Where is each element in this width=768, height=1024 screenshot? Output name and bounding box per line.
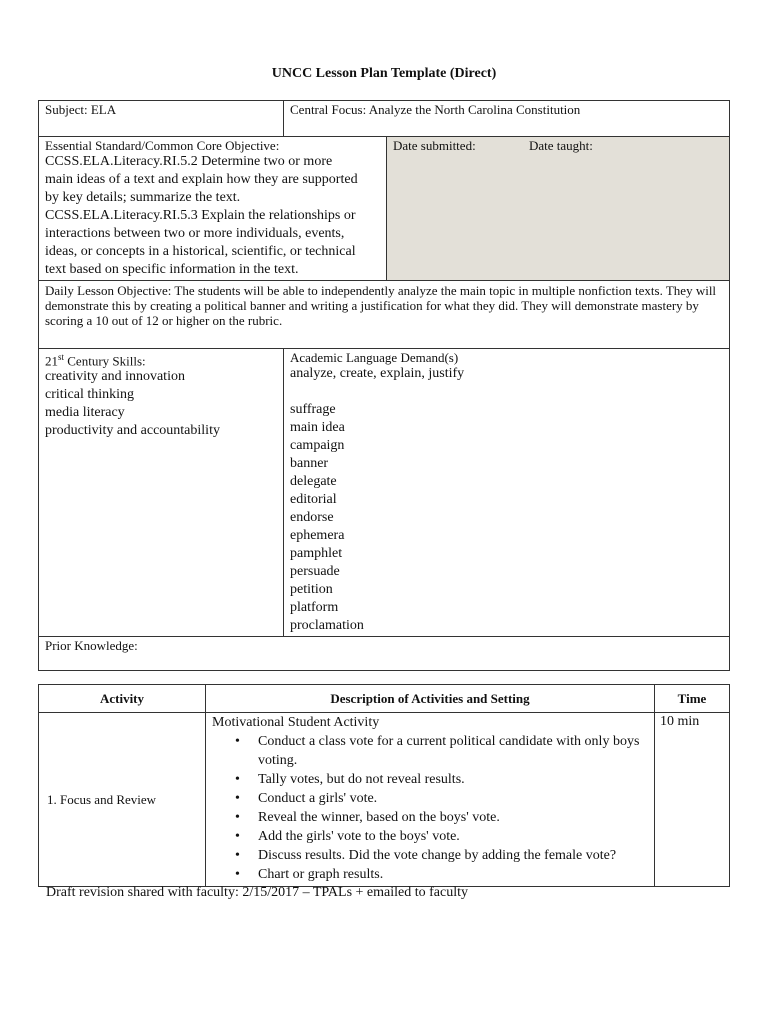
activity-bullet: • Chart or graph results. <box>258 865 648 884</box>
vocabulary-item: endorse <box>290 510 334 525</box>
central-focus-text: Central Focus: Analyze the North Carolina Constitution <box>290 102 581 117</box>
activity-bullet: • Conduct a class vote for a current political candidate with only boys voting. <box>258 732 648 770</box>
vocabulary-item: ephemera <box>290 528 345 543</box>
skill-item: creativity and innovation <box>45 369 185 385</box>
activity-time-cell <box>655 713 730 887</box>
vocabulary-item: delegate <box>290 474 337 489</box>
central-focus-cell <box>284 101 730 137</box>
skill-item: media literacy <box>45 405 125 421</box>
activity-name: 1. Focus and Review <box>47 791 157 807</box>
vocabulary-item: platform <box>290 600 339 615</box>
activity-time: 10 min <box>660 714 700 729</box>
activity-bullet: • Discuss results. Did the vote change by adding the female vote? <box>258 846 648 865</box>
dates-cell <box>387 137 730 281</box>
essential-standard-line: CCSS.ELA.Literacy.RI.5.2 Determine two or more <box>45 154 333 169</box>
spacer <box>290 383 723 401</box>
vocabulary-item: main idea <box>290 420 345 435</box>
document-title: UNCC Lesson Plan Template (Direct) <box>271 66 497 81</box>
essential-standard-line: interactions between two or more individuals, events, <box>45 226 345 241</box>
essential-standard-line: CCSS.ELA.Literacy.RI.5.3 Explain the relationships or <box>45 208 356 223</box>
prior-knowledge-cell <box>39 637 730 671</box>
essential-standard-line: by key details; summarize the text. <box>45 190 241 205</box>
vocabulary-item: editorial <box>290 492 337 507</box>
activity-bullet: • Conduct a girls' vote. <box>258 789 648 808</box>
subject-cell <box>39 101 284 137</box>
activity-description-cell <box>206 713 655 887</box>
skill-item: critical thinking <box>45 387 135 403</box>
vocabulary-item: pamphlet <box>290 546 343 561</box>
skills-label: 21st Century Skills: <box>45 352 146 369</box>
language-functions: analyze, create, explain, justify <box>290 366 465 381</box>
skills-cell <box>39 349 284 637</box>
academic-language-label: Academic Language Demand(s) <box>290 350 459 365</box>
date-submitted-label: Date submitted: <box>393 138 476 153</box>
vocabulary-item: proclamation <box>290 618 364 633</box>
activity-bullet: • Add the girls' vote to the boys' vote. <box>258 827 648 846</box>
activity-bullet: • Tally votes, but do not reveal results. <box>258 770 648 789</box>
essential-standard-line: ideas, or concepts in a historical, scientific, or technical <box>45 244 356 259</box>
vocabulary-item: suffrage <box>290 402 336 417</box>
revision-note: Draft revision shared with faculty: 2/15/2017 – TPALs + emailed to faculty <box>46 885 468 900</box>
lesson-plan-table <box>38 100 730 671</box>
daily-objective-cell <box>39 281 730 349</box>
activity-name-cell <box>39 713 206 887</box>
subject-text: Subject: ELA <box>45 102 117 117</box>
skill-item: productivity and accountability <box>45 423 220 439</box>
activity-header: Activity <box>39 685 206 713</box>
vocabulary-item: petition <box>290 582 333 597</box>
time-header: Time <box>655 685 730 713</box>
academic-language-cell <box>284 349 730 637</box>
essential-standard-line: main ideas of a text and explain how they are supported <box>45 172 358 187</box>
daily-objective-text: Daily Lesson Objective: The students will be able to independently analyze the main topic in multiple nonfiction texts. They will demonstrate this by creating a political banner and writing a justification for what they did. They will demonstrate mastery by scoring a 10 out of 12 or higher on the rubric. <box>45 283 717 328</box>
essential-standard-label: Essential Standard/Common Core Objective: <box>45 138 280 153</box>
vocabulary-item: campaign <box>290 438 345 453</box>
vocabulary-item: banner <box>290 456 329 471</box>
prior-knowledge-label: Prior Knowledge: <box>45 638 138 653</box>
description-header: Description of Activities and Setting <box>206 685 655 713</box>
activities-table <box>38 684 730 887</box>
activity-heading: Motivational Student Activity <box>212 715 380 730</box>
essential-standard-line: text based on specific information in the text. <box>45 262 299 277</box>
activity-bullet: • Reveal the winner, based on the boys' vote. <box>258 808 648 827</box>
activity-bullet-list <box>212 732 648 884</box>
vocabulary-item: persuade <box>290 564 340 579</box>
date-taught-label: Date taught: <box>529 138 593 153</box>
essential-standard-cell <box>39 137 387 281</box>
activity-row <box>39 713 730 887</box>
